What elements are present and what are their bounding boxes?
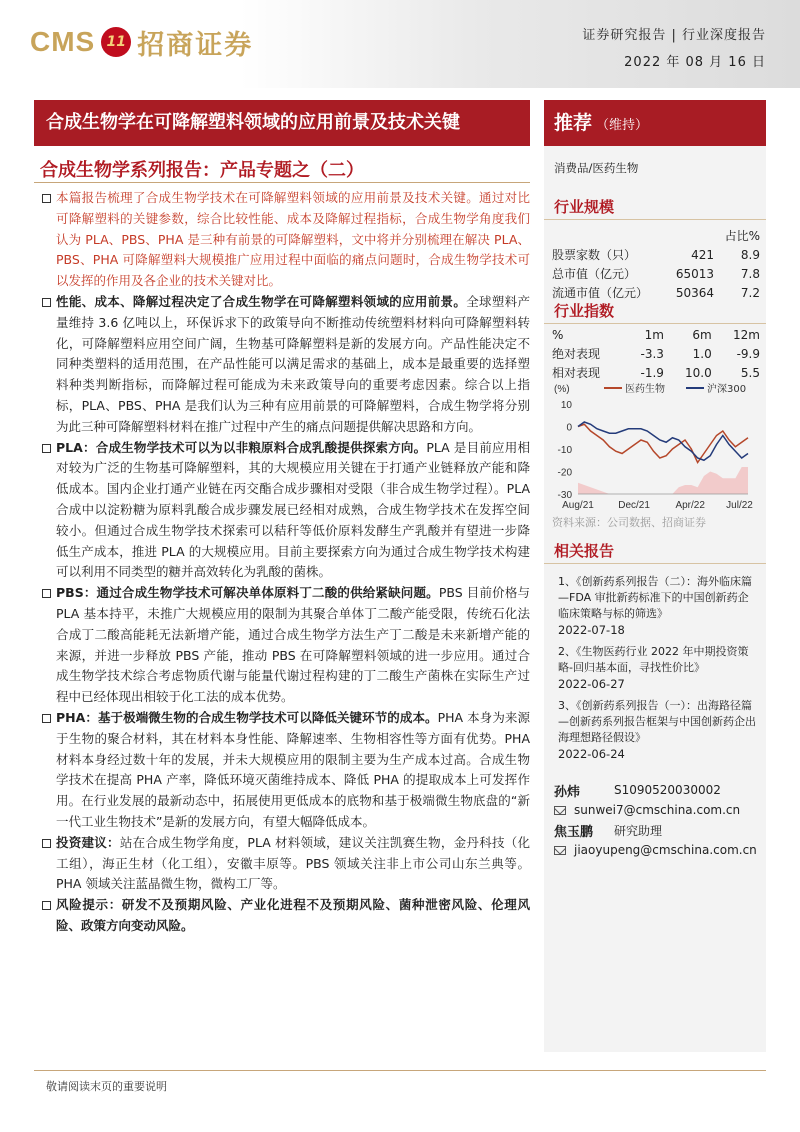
divider <box>34 182 530 183</box>
scale-value: 65013 <box>675 266 714 281</box>
x-tick-label: Jul/22 <box>726 500 753 511</box>
footer-notice: 敬请阅读末页的重要说明 <box>46 1080 167 1093</box>
paragraph-text: PHA 本身为来源于生物的聚合材料，其在材料本身性能、降解速率、生物相容性等方面有优势。PHA 材料本身经过数十年的发展，并未大规模应用的限制主要为生产成本过高。合成生物学技术在提高 PHA 产率，降低环境灭菌维持成本、降低 PHA 的提取成本上可发挥作用。在行业发展的最新动态中，拓展使用更低成本的底物和基于极端微生物底盘的“新一代工业生物技术”是新的发展方向，有望大幅降低成本。 <box>56 709 530 829</box>
scale-label: 流通市值（亿元） <box>552 286 649 300</box>
series-area-relative <box>578 467 748 494</box>
analyst-row <box>554 820 760 840</box>
summary-paragraph <box>40 833 530 895</box>
analyst-email-row <box>554 840 760 860</box>
analyst-row <box>554 780 760 800</box>
paragraph-text: 本篇报告梳理了合成生物学技术在可降解塑料领域的应用前景及技术关键。通过对比可降解塑料的关键参数，综合比较性能、成本及降解过程指标，合成生物学角度我们认为 PLA、PBS、PHA 是三种有前景的可降解塑料，文中将并分别梳理在解决 PLA、PBS、PHA 可降解塑料大规模推广应用过程中面临的痛点问题时，合成生物学技术可以发挥的作用及各企业的技术关键对比。 <box>56 190 530 289</box>
index-table <box>552 326 760 382</box>
source-note: 资料来源：公司数据、招商证券 <box>552 516 706 529</box>
paragraph-lead: PHA：基于极端微生物的合成生物学技术可以降低关键环节的成本。 <box>56 709 438 725</box>
related-report-title[interactable]: 1、《创新药系列报告（二）：海外临床篇—FDA 审批新药标准下的中国创新药企临床策略与标的筛选》 <box>558 575 752 620</box>
summary-paragraph <box>40 895 530 937</box>
x-tick-label: Dec/21 <box>618 500 650 511</box>
y-tick-label: -20 <box>557 467 572 479</box>
related-report-date: 2022-06-24 <box>558 747 625 761</box>
related-reports <box>558 574 758 768</box>
scale-value: 421 <box>691 247 714 262</box>
paragraph-text: PBS 目前价格与 PLA 基本持平，未推广大规模应用的限制为其聚合单体丁二酸产能受限，传统石化法合成丁二酸高能耗无法新增产能，通过合成生物学方法生产丁二酸是未来新增产能的来源，并进一步释放 PBS 产能，推动 PBS 在可降解塑料领域的进一步应用。通过合成生物学技术综合考虑物质代谢与能量代谢过程构建的丁二酸生产菌株在实际生产过程中已经体现出相较于化工法的成本优势。 <box>56 585 530 705</box>
y-tick-label: 10 <box>560 400 572 411</box>
related-report-item[interactable] <box>558 644 758 692</box>
summary-paragraph <box>40 583 530 708</box>
x-tick-label: Apr/22 <box>675 500 705 511</box>
report-title: 合成生物学在可降解塑料领域的应用前景及技术关键 <box>34 100 530 146</box>
bullet-icon <box>42 714 51 723</box>
analyst-name: 孙炜 <box>554 784 581 800</box>
paragraph-lead: PLA：合成生物学技术可以为以非粮原料合成乳酸提供探索方向。 <box>56 439 427 455</box>
bullet-icon <box>42 444 51 453</box>
analyst-name: 焦玉鹏 <box>554 824 594 840</box>
analyst-email[interactable]: sunwei7@cmschina.com.cn <box>574 803 741 817</box>
report-subtitle: 合成生物学系列报告：产品专题之（二） <box>40 160 364 181</box>
legend-label: 医药生物 <box>625 384 665 395</box>
index-6m: 1.0 <box>692 346 712 361</box>
index-6m: 10.0 <box>685 365 712 380</box>
index-header-cell: 1m <box>644 328 664 342</box>
bullet-icon <box>42 194 51 203</box>
related-report-item[interactable] <box>558 698 758 762</box>
paragraph-text: 全球塑料产量维持 3.6 亿吨以上，环保诉求下的政策导向不断推动传统塑料材料向可降解塑料转化，可降解塑料应用空间广阔，生物基可降解塑料是新的发展方向。产品性能决定不同种类塑料的适用范围，在产品性能可以满足需求的基础上，成本是最重要的选择塑料种类判断指标，而降解过程可能成为未来政策导向的重要考虑因素。综合以上指标，PLA、PBS、PHA 是我们认为三种有应用前景的可降解塑料，合成生物学将分别为此三种可降解塑料材料在推广过程中产生的痛点问题提供解决思路和方向。 <box>56 293 530 434</box>
index-chart <box>544 378 766 518</box>
analyst-role: 研究助理 <box>614 823 663 838</box>
related-report-date: 2022-07-18 <box>558 623 625 637</box>
scale-heading: 行业规模 <box>544 194 766 220</box>
index-label: 绝对表现 <box>552 347 601 361</box>
scale-table <box>552 226 760 302</box>
paragraph-text: 站在合成生物学角度，PLA 材料领域，建议关注凯赛生物，金丹科技（化工组），海正生材（化工组），安徽丰原等。PBS 领域关注非上市公司山东兰典等。PHA 领域关注蓝晶微生物，微构工厂等。 <box>56 834 530 892</box>
index-header-cell: 6m <box>692 328 712 342</box>
series-line-pharma <box>578 424 748 462</box>
logo-latin: CMS <box>30 26 96 57</box>
index-chart-svg <box>544 378 766 518</box>
bullet-icon <box>42 589 51 598</box>
related-report-item[interactable] <box>558 574 758 638</box>
index-heading: 行业指数 <box>544 298 766 324</box>
analyst-email-row <box>554 800 760 820</box>
analysts <box>554 780 760 860</box>
rating-note: （维持） <box>596 118 649 133</box>
scale-label: 股票家数（只） <box>552 248 637 262</box>
paragraph-lead: 投资建议： <box>56 834 120 850</box>
paragraph-text: PLA 是目前应用相对较为广泛的生物基可降解塑料，其的大规模应用关键在于打通产业链释放产能和降低成本。国内企业打通产业链在丙交酯合成步骤相对受限（非合成生物学过程）。PLA 合成中以淀粉糖为原料乳酸合成步骤发展已经相对成熟，合成生物学技术在发挥空间较小。但通过合成生物学技术探索可以秸秆等低价原料发酵生产乳酸并有望进一步降低生产成本，推进 PLA 的大规模应用。目前主要探索方向为通过合成生物学技术构建可以利用不同类型的糖并高效转化为乳酸的菌株。 <box>56 439 530 580</box>
analyst-email[interactable]: jiaoyupeng@cmschina.com.cn <box>574 843 757 857</box>
index-1m: -1.9 <box>640 365 664 380</box>
rating-bar <box>544 100 766 146</box>
analyst-id: S1090520030002 <box>614 783 721 797</box>
scale-row <box>552 245 760 264</box>
related-report-title[interactable]: 3、《创新药系列报告（一）：出海路径篇—创新药系列报告框架与中国创新药企出海理想路径假设》 <box>558 699 756 744</box>
logo-badge-icon: 11 <box>101 27 131 57</box>
industry-label: 消费品/医药生物 <box>554 161 639 175</box>
scale-pct: 7.2 <box>740 285 760 300</box>
y-tick-label: 0 <box>566 422 572 434</box>
header-meta <box>582 24 766 70</box>
chart-ylabel: (%) <box>554 384 570 395</box>
scale-row <box>552 264 760 283</box>
paragraph-lead: 风险提示：研发不及预期风险、产业化进程不及预期风险、菌种泄密风险、伦理风险、政策方向变动风险。 <box>56 897 530 933</box>
related-report-date: 2022-06-27 <box>558 677 625 691</box>
index-12m: 5.5 <box>740 365 760 380</box>
report-date: 2022 年 08 月 16 日 <box>624 55 766 70</box>
summary-paragraph <box>40 708 530 833</box>
y-tick-label: -10 <box>557 445 572 456</box>
scale-pct: 7.8 <box>740 266 760 281</box>
y-tick-label: -30 <box>557 490 572 501</box>
related-report-title[interactable]: 2、《生物医药行业 2022 年中期投资策略-回归基本面，寻找性价比》 <box>558 645 749 674</box>
related-heading: 相关报告 <box>544 538 766 564</box>
index-12m: -9.9 <box>736 346 760 361</box>
sidebar <box>544 100 766 1052</box>
index-header-cell: 12m <box>733 328 760 342</box>
scale-value: 50364 <box>675 285 714 300</box>
footer-divider <box>34 1070 766 1071</box>
index-row <box>552 344 760 363</box>
index-header-row <box>552 326 760 344</box>
logo <box>30 22 253 62</box>
mail-icon <box>554 806 566 815</box>
index-label: 相对表现 <box>552 366 601 380</box>
main-body <box>40 188 530 937</box>
x-tick-label: Aug/21 <box>562 500 594 511</box>
index-1m: -3.3 <box>640 346 664 361</box>
logo-chinese: 招商证券 <box>137 29 254 61</box>
summary-paragraph <box>40 292 530 438</box>
bullet-icon <box>42 839 51 848</box>
scale-header: 占比% <box>724 229 760 243</box>
paragraph-lead: PBS：通过合成生物学技术可解决单体原料丁二酸的供给紧缺问题。 <box>56 585 439 601</box>
index-header-cell: % <box>552 328 564 342</box>
report-type: 证券研究报告 | 行业深度报告 <box>582 28 766 43</box>
bullet-icon <box>42 901 51 910</box>
summary-paragraph <box>40 438 530 584</box>
legend-label: 沪深300 <box>707 384 747 395</box>
rating-label: 推荐 <box>554 112 593 134</box>
scale-label: 总市值（亿元） <box>552 267 637 281</box>
mail-icon <box>554 846 566 855</box>
bullet-icon <box>42 298 51 307</box>
summary-paragraph <box>40 188 530 292</box>
paragraph-lead: 性能、成本、降解过程决定了合成生物学在可降解塑料领域的应用前景。 <box>56 293 467 309</box>
scale-pct: 8.9 <box>740 247 760 262</box>
